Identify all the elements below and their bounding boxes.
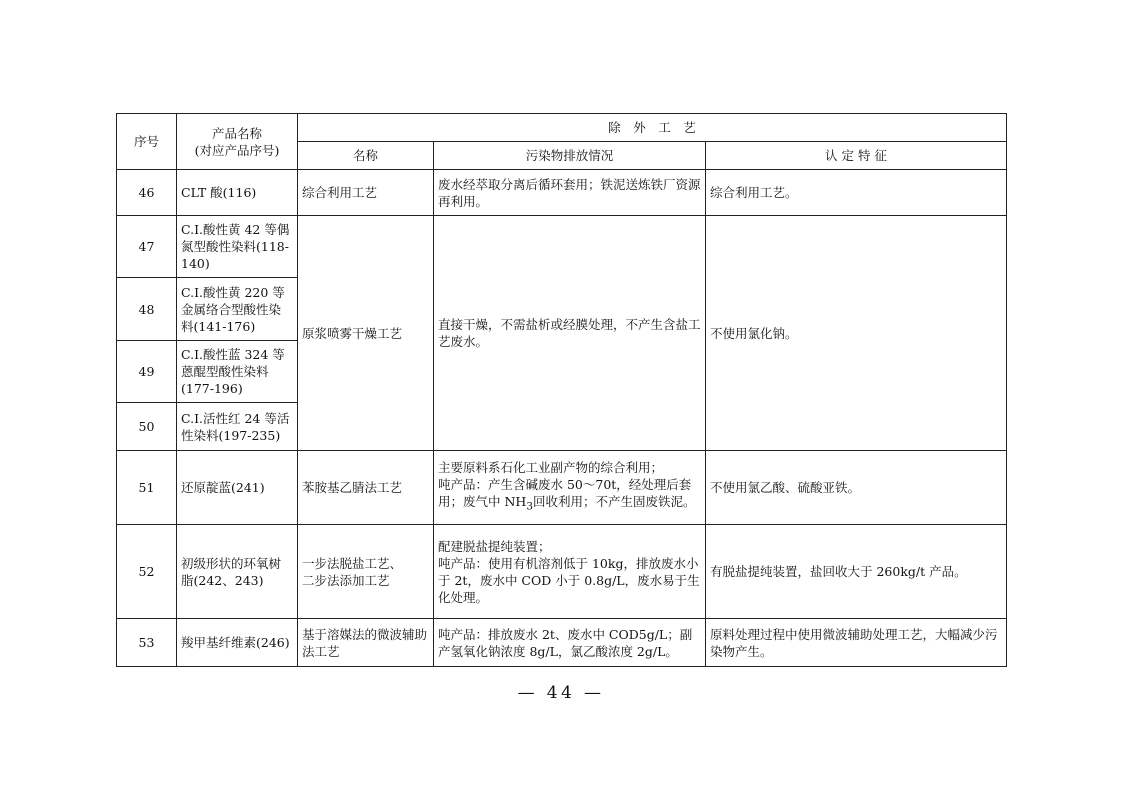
header-product-name-sub: (对应产品序号) (194, 142, 280, 158)
cell-product: C.I.酸性黄 220 等金属络合型酸性染料(141-176) (177, 278, 298, 341)
header-product-name-main: 产品名称 (211, 125, 262, 141)
pollution-line: 吨产品：产生含碱废水 50～70t，经处理后套用；废气中 NH (438, 477, 692, 510)
subscript: 3 (526, 500, 533, 513)
header-group: 除 外 工 艺 (298, 114, 1007, 142)
cell-product: 羧甲基纤维素(246) (177, 619, 298, 667)
cell-product: 初级形状的环氧树脂(242、243) (177, 525, 298, 619)
table-row (117, 170, 1007, 216)
header-seq: 序号 (117, 114, 177, 170)
cell-seq: 52 (117, 525, 177, 619)
process-line: 一步法脱盐工艺、 (302, 555, 403, 571)
cell-product: C.I.酸性黄 42 等偶氮型酸性染料(118-140) (177, 216, 298, 278)
pollution-line: 主要原料系石化工业副产物的综合利用； (438, 460, 664, 476)
cell-pollution-merged: 直接干燥，不需盐析或经膜处理，不产生含盐工艺废水。 (434, 216, 706, 451)
process-line: 二步法添加工艺 (302, 572, 390, 588)
cell-product: C.I.酸性蓝 324 等蒽醌型酸性染料(177-196) (177, 341, 298, 403)
cell-feature: 不使用氯乙酸、硫酸亚铁。 (706, 451, 1007, 525)
cell-seq: 51 (117, 451, 177, 525)
cell-seq: 49 (117, 341, 177, 403)
cell-seq: 50 (117, 403, 177, 451)
header-col-name: 名称 (298, 142, 434, 170)
cell-process (298, 525, 434, 619)
header-col-pollution: 污染物排放情况 (434, 142, 706, 170)
cell-process-merged: 原浆喷雾干燥工艺 (298, 216, 434, 451)
cell-feature: 有脱盐提纯装置，盐回收大于 260kg/t 产品。 (706, 525, 1007, 619)
pollution-line: 回收利用；不产生固废铁泥。 (532, 494, 696, 510)
cell-pollution (434, 451, 706, 525)
page-number: — 44 — (517, 683, 605, 703)
cell-pollution: 吨产品：排放废水 2t、废水中 COD5g/L；副产氢氧化钠浓度 8g/L，氯乙酸浓度 2g/L。 (434, 619, 706, 667)
cell-seq: 47 (117, 216, 177, 278)
cell-feature: 综合利用工艺。 (706, 170, 1007, 216)
cell-product: CLT 酸(116) (177, 170, 298, 216)
cell-seq: 48 (117, 278, 177, 341)
cell-product: 还原靛蓝(241) (177, 451, 298, 525)
table-row (117, 216, 1007, 278)
cell-pollution: 废水经萃取分离后循环套用；铁泥送炼铁厂资源再利用。 (434, 170, 706, 216)
table-row (117, 619, 1007, 667)
cell-process: 综合利用工艺 (298, 170, 434, 216)
cell-process: 苯胺基乙腈法工艺 (298, 451, 434, 525)
cell-seq: 53 (117, 619, 177, 667)
cell-seq: 46 (117, 170, 177, 216)
cell-feature: 原料处理过程中使用微波辅助处理工艺，大幅减少污染物产生。 (706, 619, 1007, 667)
header-product-name (177, 114, 298, 170)
cell-pollution (434, 525, 706, 619)
process-table (116, 113, 1007, 667)
cell-process: 基于溶媒法的微波辅助法工艺 (298, 619, 434, 667)
cell-feature-merged: 不使用氯化钠。 (706, 216, 1007, 451)
pollution-line: 吨产品：使用有机溶剂低于 10kg，排放废水小于 2t，废水中 COD 小于 0.8g/L，废水易于生化处理。 (438, 555, 700, 605)
header-col-feature: 认 定 特 征 (706, 142, 1007, 170)
pollution-line: 配建脱盐提纯装置； (438, 538, 551, 554)
table-row (117, 525, 1007, 619)
cell-product: C.I.活性红 24 等活性染料(197-235) (177, 403, 298, 451)
table-row (117, 451, 1007, 525)
